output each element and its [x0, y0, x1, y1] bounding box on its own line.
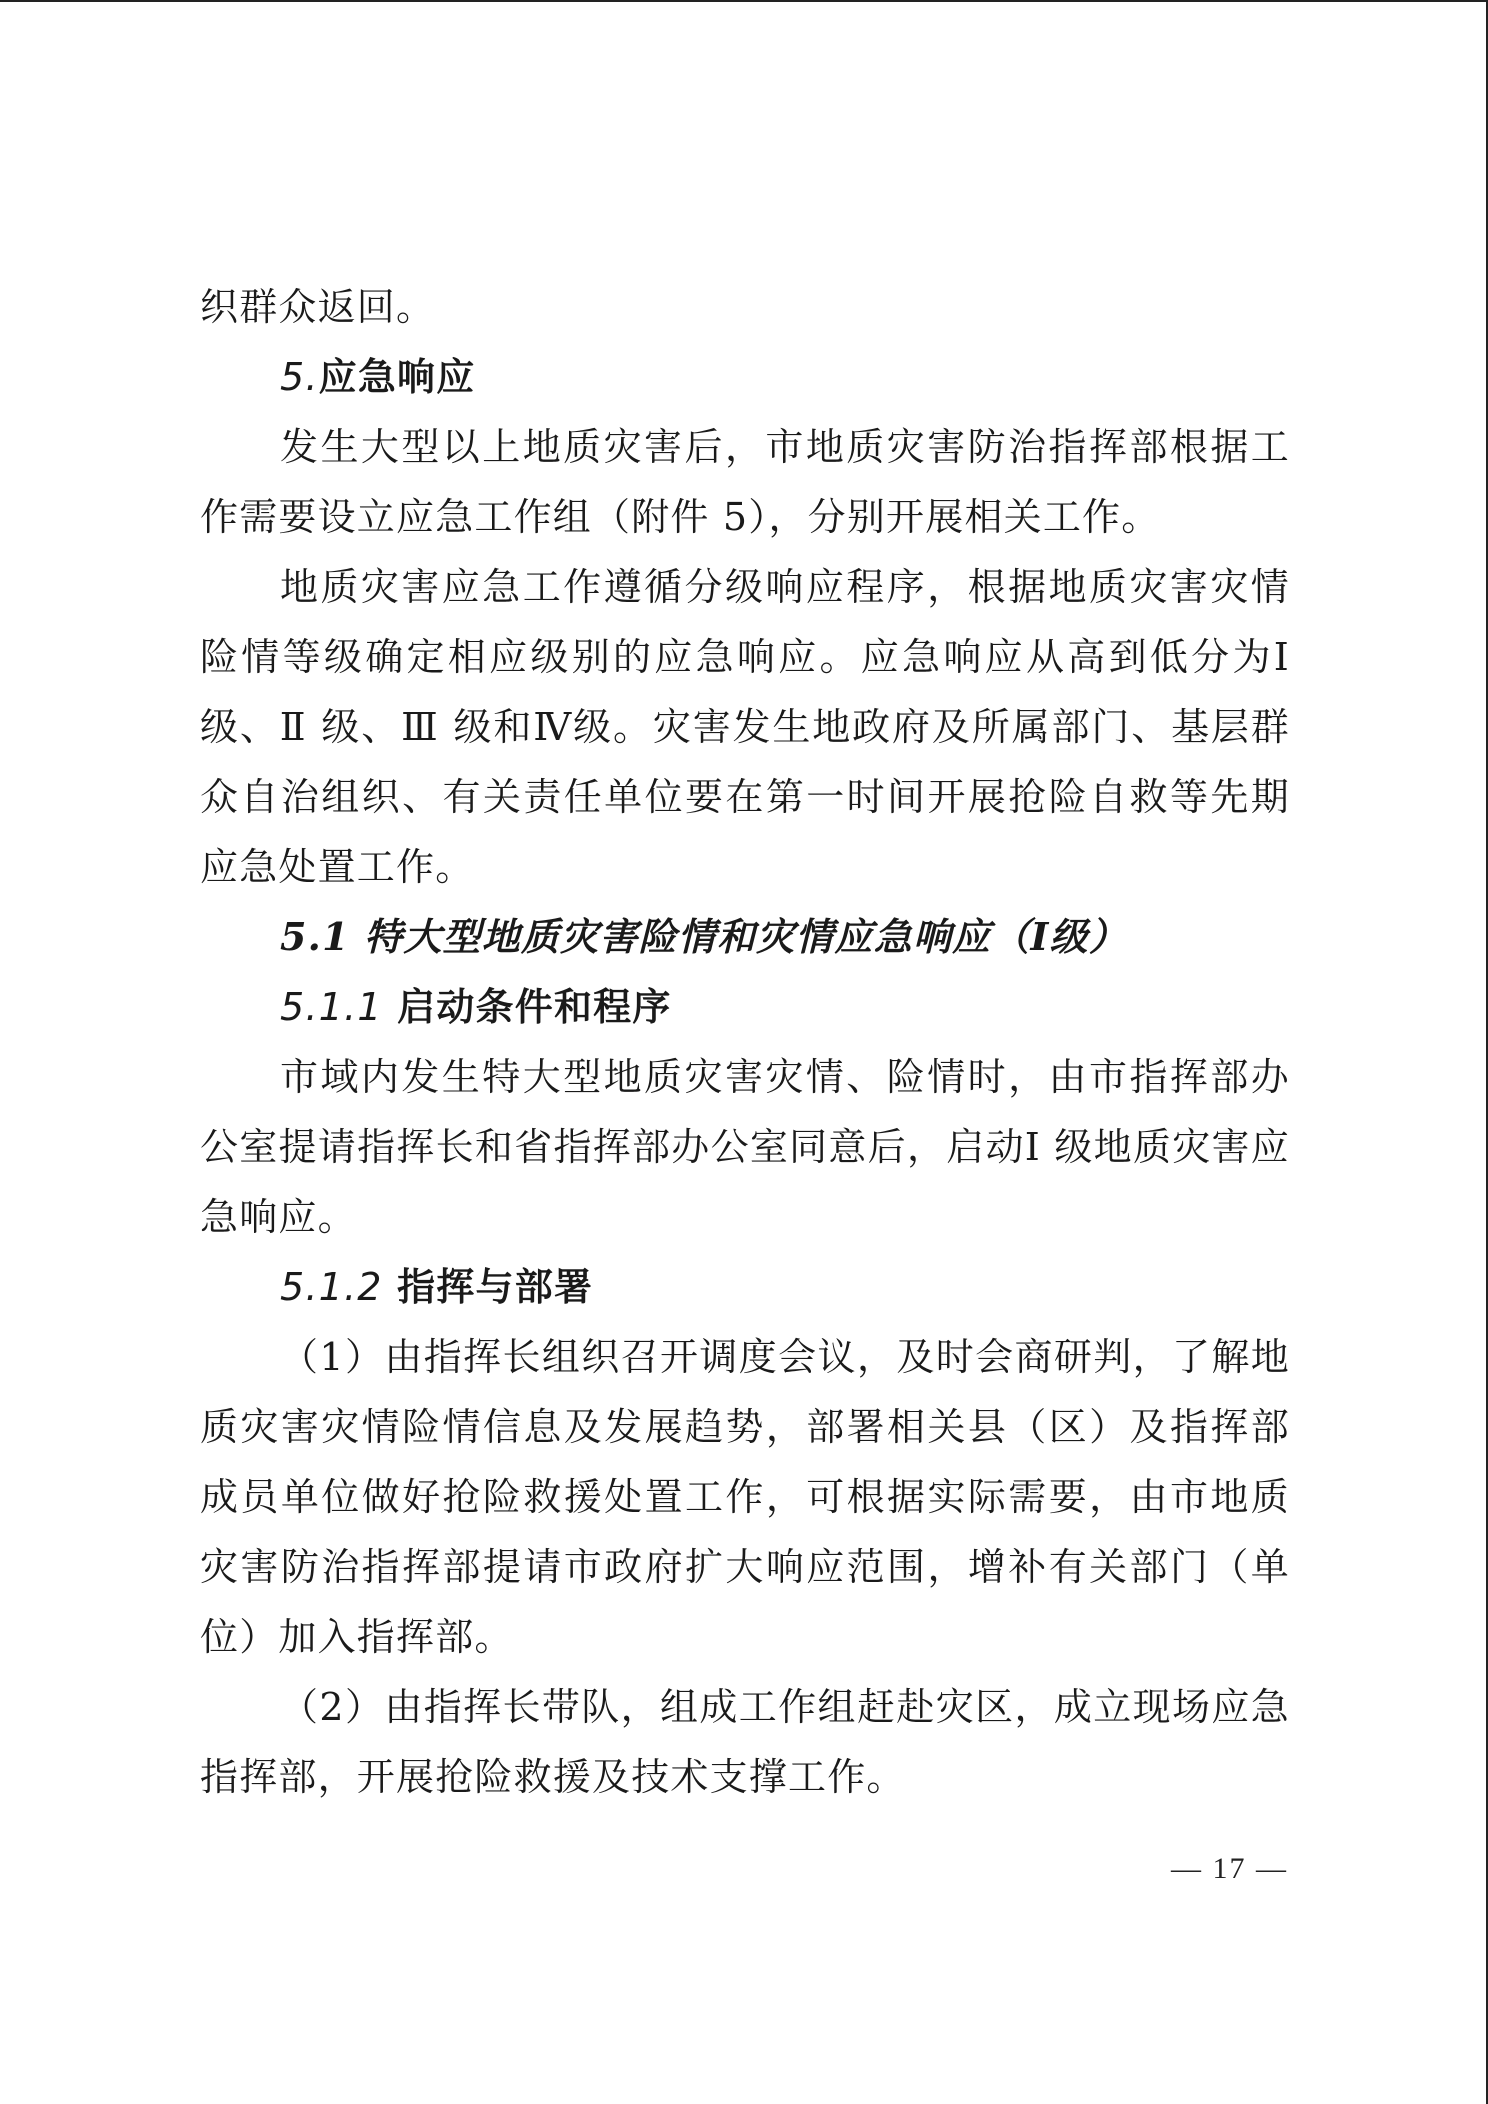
section-number: 5.1.1: [280, 985, 383, 1029]
section-number: 5.1.2: [280, 1265, 383, 1309]
paragraph: 地质灾害应急工作遵循分级响应程序，根据地质灾害灾情险情等级确定相应级别的应急响应。应急响应从高到低分为Ⅰ级、Ⅱ 级、Ⅲ 级和Ⅳ级。灾害发生地政府及所属部门、基层群众自治组织、有关责任单位要在第一时间开展抢险自救等先期应急处置工作。: [200, 565, 1290, 889]
section-number: 5.: [280, 355, 319, 399]
section-title: 启动条件和程序: [397, 985, 672, 1029]
page-border-top: [0, 0, 1488, 2]
document-body: [200, 272, 1290, 1812]
paragraph-list-item: （1）由指挥长组织召开调度会议，及时会商研判，了解地质灾害灾情险情信息及发展趋势，部署相关县（区）及指挥部成员单位做好抢险救援处置工作，可根据实际需要，由市地质灾害防治指挥部提请市政府扩大响应范围，增补有关部门（单位）加入指挥部。: [200, 1335, 1290, 1659]
page-number: — 17 —: [1171, 1852, 1288, 1885]
section-heading-5-1-2: [200, 1252, 1290, 1322]
paragraph: 发生大型以上地质灾害后，市地质灾害防治指挥部根据工作需要设立应急工作组（附件 5），分别开展相关工作。: [200, 425, 1290, 539]
section-heading-5-1-1: [200, 972, 1290, 1042]
section-heading-5-1: 5.1 特大型地质灾害险情和灾情应急响应（Ⅰ级）: [280, 914, 1128, 959]
section-heading-5: [200, 342, 1290, 412]
paragraph: 市域内发生特大型地质灾害灾情、险情时，由市指挥部办公室提请指挥长和省指挥部办公室同意后，启动Ⅰ 级地质灾害应急响应。: [200, 1055, 1290, 1239]
paragraph-list-item: （2）由指挥长带队，组成工作组赶赴灾区，成立现场应急指挥部，开展抢险救援及技术支撑工作。: [200, 1685, 1290, 1799]
section-title: 指挥与部署: [397, 1265, 594, 1309]
section-title: 应急响应: [318, 355, 476, 399]
paragraph-continuation: 织群众返回。: [200, 285, 436, 329]
